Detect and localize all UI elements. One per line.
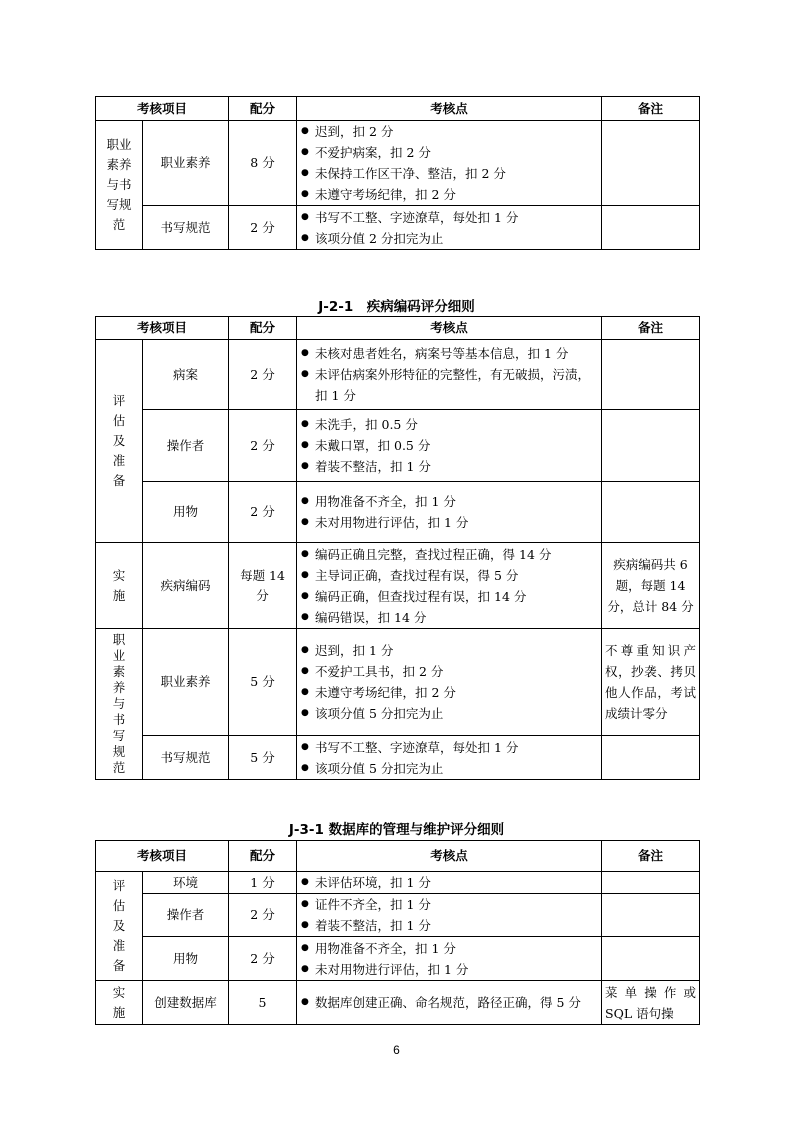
score-table-1 [95, 96, 700, 250]
table-row [96, 121, 700, 206]
points-cell [297, 410, 602, 482]
note-cell [602, 872, 700, 894]
sub-item: 操作者 [143, 894, 229, 937]
header-score: 配分 [229, 841, 297, 872]
group-label: 职业素养与书写规范 [96, 629, 143, 780]
note-cell [602, 340, 700, 410]
header-item: 考核项目 [96, 841, 229, 872]
list-item: ● 未对用物进行评估，扣 1 分 [301, 959, 597, 980]
note-cell: 疾病编码共 6 题，每题 14 分，总计 84 分 [602, 543, 700, 629]
table-header-row [96, 97, 700, 121]
score: 8 分 [229, 121, 297, 206]
note-cell [602, 410, 700, 482]
sub-item: 创建数据库 [143, 981, 229, 1025]
list-item: ● 书写不工整、字迹潦草，每处扣 1 分 [301, 207, 597, 228]
score: 2 分 [229, 206, 297, 250]
table-3-caption: J-3-1 数据库的管理与维护评分细则 [288, 822, 505, 838]
note-cell [602, 482, 700, 543]
list-item: ● 主导词正确，查找过程有误，得 5 分 [301, 565, 597, 586]
header-note: 备注 [602, 97, 700, 121]
list-item: ● 该项分值 5 分扣完为止 [301, 758, 597, 779]
score: 2 分 [229, 937, 297, 981]
list-item: ● 未核对患者姓名，病案号等基本信息，扣 1 分 [301, 343, 597, 364]
group-label: 实施 [96, 981, 143, 1025]
group-label: 评估及准备 [96, 872, 143, 981]
table-row [96, 482, 700, 543]
sub-item: 书写规范 [143, 736, 229, 780]
score: 2 分 [229, 340, 297, 410]
list-item: ● 编码错误，扣 14 分 [301, 607, 597, 628]
table-header-row [96, 317, 700, 340]
list-item: ● 证件不齐全，扣 1 分 [301, 894, 597, 915]
points-cell [297, 629, 602, 736]
note-cell: 不尊重知识产权，抄袭、拷贝他人作品，考试成绩计零分 [602, 629, 700, 736]
list-item: ● 编码正确且完整，查找过程正确，得 14 分 [301, 544, 597, 565]
points-cell [297, 981, 602, 1025]
list-item: ● 用物准备不齐全，扣 1 分 [301, 938, 597, 959]
list-item: ● 着装不整洁，扣 1 分 [301, 915, 597, 936]
list-item: ● 该项分值 5 分扣完为止 [301, 703, 597, 724]
list-item: ● 不爱护工具书，扣 2 分 [301, 661, 597, 682]
score: 2 分 [229, 410, 297, 482]
table-row [96, 206, 700, 250]
score-table-3 [95, 840, 700, 1025]
points-cell [297, 937, 602, 981]
table-row [96, 981, 700, 1025]
list-item: ● 着装不整洁，扣 1 分 [301, 456, 597, 477]
note-cell [602, 206, 700, 250]
list-item: ● 未对用物进行评估，扣 1 分 [301, 512, 597, 533]
list-item: ● 迟到，扣 2 分 [301, 121, 597, 142]
page-number: 6 [393, 1043, 400, 1057]
sub-item: 职业素养 [143, 629, 229, 736]
list-item: ● 未遵守考场纪律，扣 2 分 [301, 682, 597, 703]
table-row [96, 629, 700, 736]
table-row [96, 340, 700, 410]
points-cell [297, 543, 602, 629]
table-header-row [96, 841, 700, 872]
sub-item: 疾病编码 [143, 543, 229, 629]
list-item: ● 数据库创建正确、命名规范，路径正确，得 5 分 [301, 992, 597, 1013]
list-item: ● 书写不工整、字迹潦草，每处扣 1 分 [301, 737, 597, 758]
list-item: ● 编码正确，但查找过程有误，扣 14 分 [301, 586, 597, 607]
score: 2 分 [229, 482, 297, 543]
score: 5 分 [229, 629, 297, 736]
table-2-caption: J-2-1 疾病编码评分细则 [318, 299, 475, 315]
list-item: ● 该项分值 2 分扣完为止 [301, 228, 597, 249]
list-item: ● 用物准备不齐全，扣 1 分 [301, 491, 597, 512]
table-row [96, 410, 700, 482]
header-points: 考核点 [297, 97, 602, 121]
points-cell [297, 872, 602, 894]
table-row [96, 736, 700, 780]
score: 5 [229, 981, 297, 1025]
header-note: 备注 [602, 841, 700, 872]
header-points: 考核点 [297, 317, 602, 340]
sub-item: 操作者 [143, 410, 229, 482]
list-item: ● 未戴口罩，扣 0.5 分 [301, 435, 597, 456]
group-label: 职业素养与书写规范 [96, 121, 143, 250]
points-cell [297, 340, 602, 410]
score: 5 分 [229, 736, 297, 780]
points-cell [297, 206, 602, 250]
sub-item: 病案 [143, 340, 229, 410]
list-item: ● 未遵守考场纪律，扣 2 分 [301, 184, 597, 205]
note-cell [602, 894, 700, 937]
list-item: ● 未评估病案外形特征的完整性，有无破损，污渍，扣 1 分 [301, 364, 597, 406]
header-score: 配分 [229, 317, 297, 340]
note-cell [602, 937, 700, 981]
table-row [96, 937, 700, 981]
header-item: 考核项目 [96, 97, 229, 121]
sub-item: 用物 [143, 482, 229, 543]
list-item: ● 未评估环境，扣 1 分 [301, 872, 597, 893]
sub-item: 用物 [143, 937, 229, 981]
header-note: 备注 [602, 317, 700, 340]
points-cell [297, 121, 602, 206]
note-cell [602, 121, 700, 206]
list-item: ● 迟到，扣 1 分 [301, 640, 597, 661]
list-item: ● 未洗手，扣 0.5 分 [301, 414, 597, 435]
score: 1 分 [229, 872, 297, 894]
points-cell [297, 736, 602, 780]
list-item: ● 不爱护病案，扣 2 分 [301, 142, 597, 163]
score: 每题 14 分 [229, 543, 297, 629]
note-cell: 菜单操作或 SQL 语句操 [602, 981, 700, 1025]
group-label: 实施 [96, 543, 143, 629]
list-item: ● 未保持工作区干净、整洁，扣 2 分 [301, 163, 597, 184]
note-cell [602, 736, 700, 780]
table-row [96, 872, 700, 894]
header-item: 考核项目 [96, 317, 229, 340]
header-score: 配分 [229, 97, 297, 121]
sub-item: 环境 [143, 872, 229, 894]
points-cell [297, 482, 602, 543]
header-points: 考核点 [297, 841, 602, 872]
table-row [96, 543, 700, 629]
points-cell [297, 894, 602, 937]
score: 2 分 [229, 894, 297, 937]
sub-item: 职业素养 [143, 121, 229, 206]
sub-item: 书写规范 [143, 206, 229, 250]
group-label: 评估及准备 [96, 340, 143, 543]
score-table-2 [95, 316, 700, 780]
table-row [96, 894, 700, 937]
